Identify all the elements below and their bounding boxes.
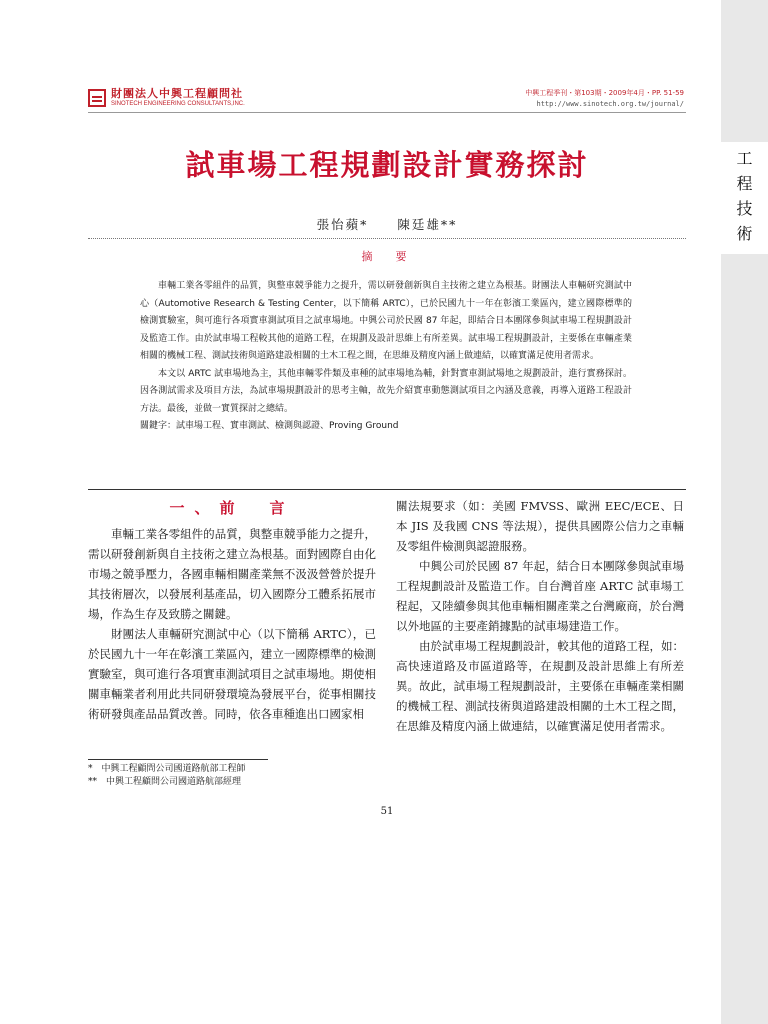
footnote: * 中興工程顧問公司國道路航部工程師	[88, 764, 246, 774]
journal-url[interactable]: http://www.sinotech.org.tw/journal/	[536, 100, 684, 108]
body-column-left	[88, 494, 376, 724]
body-paragraph: 財團法人車輛研究測試中心（以下簡稱 ARTC），已於民國九十一年在彰濱工業區內，建立一國際標準的檢測實驗室，與可進行各項實車測試項目之試車場地。期使相關車輛業者利用此共同研發環境為發展平台，從事相關技術研發與產品品質改善。同時，依各車種進出口國家相	[88, 627, 376, 721]
dotted-divider	[88, 238, 686, 239]
header-rule	[88, 112, 686, 113]
footnotes	[88, 763, 246, 789]
body-divider	[88, 489, 686, 490]
abstract-heading: 摘 要	[361, 250, 413, 263]
paper-title: 試車場工程規劃設計實務探討	[185, 148, 589, 182]
abstract	[140, 278, 632, 436]
org-name-en: SINOTECH ENGINEERING CONSULTANTS,INC.	[111, 101, 245, 107]
journal-reference: 中興工程季刊・第103期・2009年4月・PP. 51-59	[525, 89, 684, 97]
body-paragraph: 中興公司於民國 87 年起，結合日本團隊參與試車場工程規劃設計及監造工作。自台灣首座 ARTC 試車場工程起，又陸續參與其他車輛相關產業之台灣廠商，於台灣以外地區的主要產銷據點的試車場建造工作。	[396, 559, 684, 633]
body-column-right	[396, 496, 684, 736]
logo-icon	[88, 89, 106, 107]
section-tab-char: 術	[736, 224, 753, 243]
page-number: 51	[380, 806, 394, 817]
body-paragraph: 關法規要求（如：美國 FMVSS、歐洲 EEC/ECE、日本 JIS 及我國 CNS 等法規），提供具國際公信力之車輛及零組件檢測與認證服務。	[396, 499, 684, 553]
body-paragraph: 由於試車場工程規劃設計，較其他的道路工程，如：高快速道路及市區道路等，在規劃及設計思維上有所差異。故此，試車場工程規劃設計，主要係在車輛產業相關的機械工程、測試技術與道路建設相關的土木工程之間，在思維及精度內涵上做連結，以確實滿足使用者需求。	[396, 639, 684, 733]
footnote-rule	[88, 759, 268, 760]
journal-info	[525, 88, 684, 110]
section-tab-char: 工	[736, 149, 753, 168]
keywords: 關鍵字：試車場工程、實車測試、檢測與認證、Proving Ground	[140, 421, 399, 431]
footnote: ** 中興工程顧問公司國道路航部經理	[88, 777, 242, 787]
section-tab-char: 技	[736, 199, 753, 218]
abstract-paragraph: 車輛工業各零組件的品質，與整車競爭能力之提升，需以研發創新與自主技術之建立為根基。財團法人車輛研究測試中心（Automotive Research & Testing Center，以下簡稱 ARTC），已於民國九十一年在彰濱工業區內，建立國際標準的檢測實驗室，與可進行各項實車測試項目之試車場地。中興公司於民國 87 年起，即結合日本團隊參與試車場工程規劃設計及監造工作。由於試車場工程較其他的道路工程，在規劃及設計思維上有所差異。試車場工程規劃設計，主要係在車輛產業相關的機械工程、測試技術與道路建設相關的土木工程之間，在思維及精度內涵上做連結，以確實滿足使用者需求。	[140, 281, 632, 361]
publisher-logo	[88, 88, 245, 108]
org-name-cn: 財團法人中興工程顧問社	[111, 87, 243, 100]
section-heading: 一、前 言	[169, 499, 295, 517]
section-tab	[721, 142, 768, 254]
body-paragraph: 車輛工業各零組件的品質，與整車競爭能力之提升，需以研發創新與自主技術之建立為根基。面對國際自由化市場之競爭壓力，各國車輛相關產業無不汲汲營營於提升其技術層次，以發展利基產品，切入國際分工體系拓展市場，作為生存及致勝之關鍵。	[88, 527, 376, 621]
section-tab-char: 程	[736, 174, 753, 193]
authors: 張怡蘋* 陳廷雄**	[316, 217, 458, 232]
abstract-paragraph: 本文以 ARTC 試車場地為主，其他車輛零件類及車種的試車場地為輔，針對實車測試場地之規劃設計，進行實務探討。因各測試需求及項目方法，為試車場規劃設計的思考主軸，故先介紹實車動態測試項目之內涵及意義，再導入道路工程設計方法。最後，並做一實質探討之總結。	[140, 368, 632, 414]
